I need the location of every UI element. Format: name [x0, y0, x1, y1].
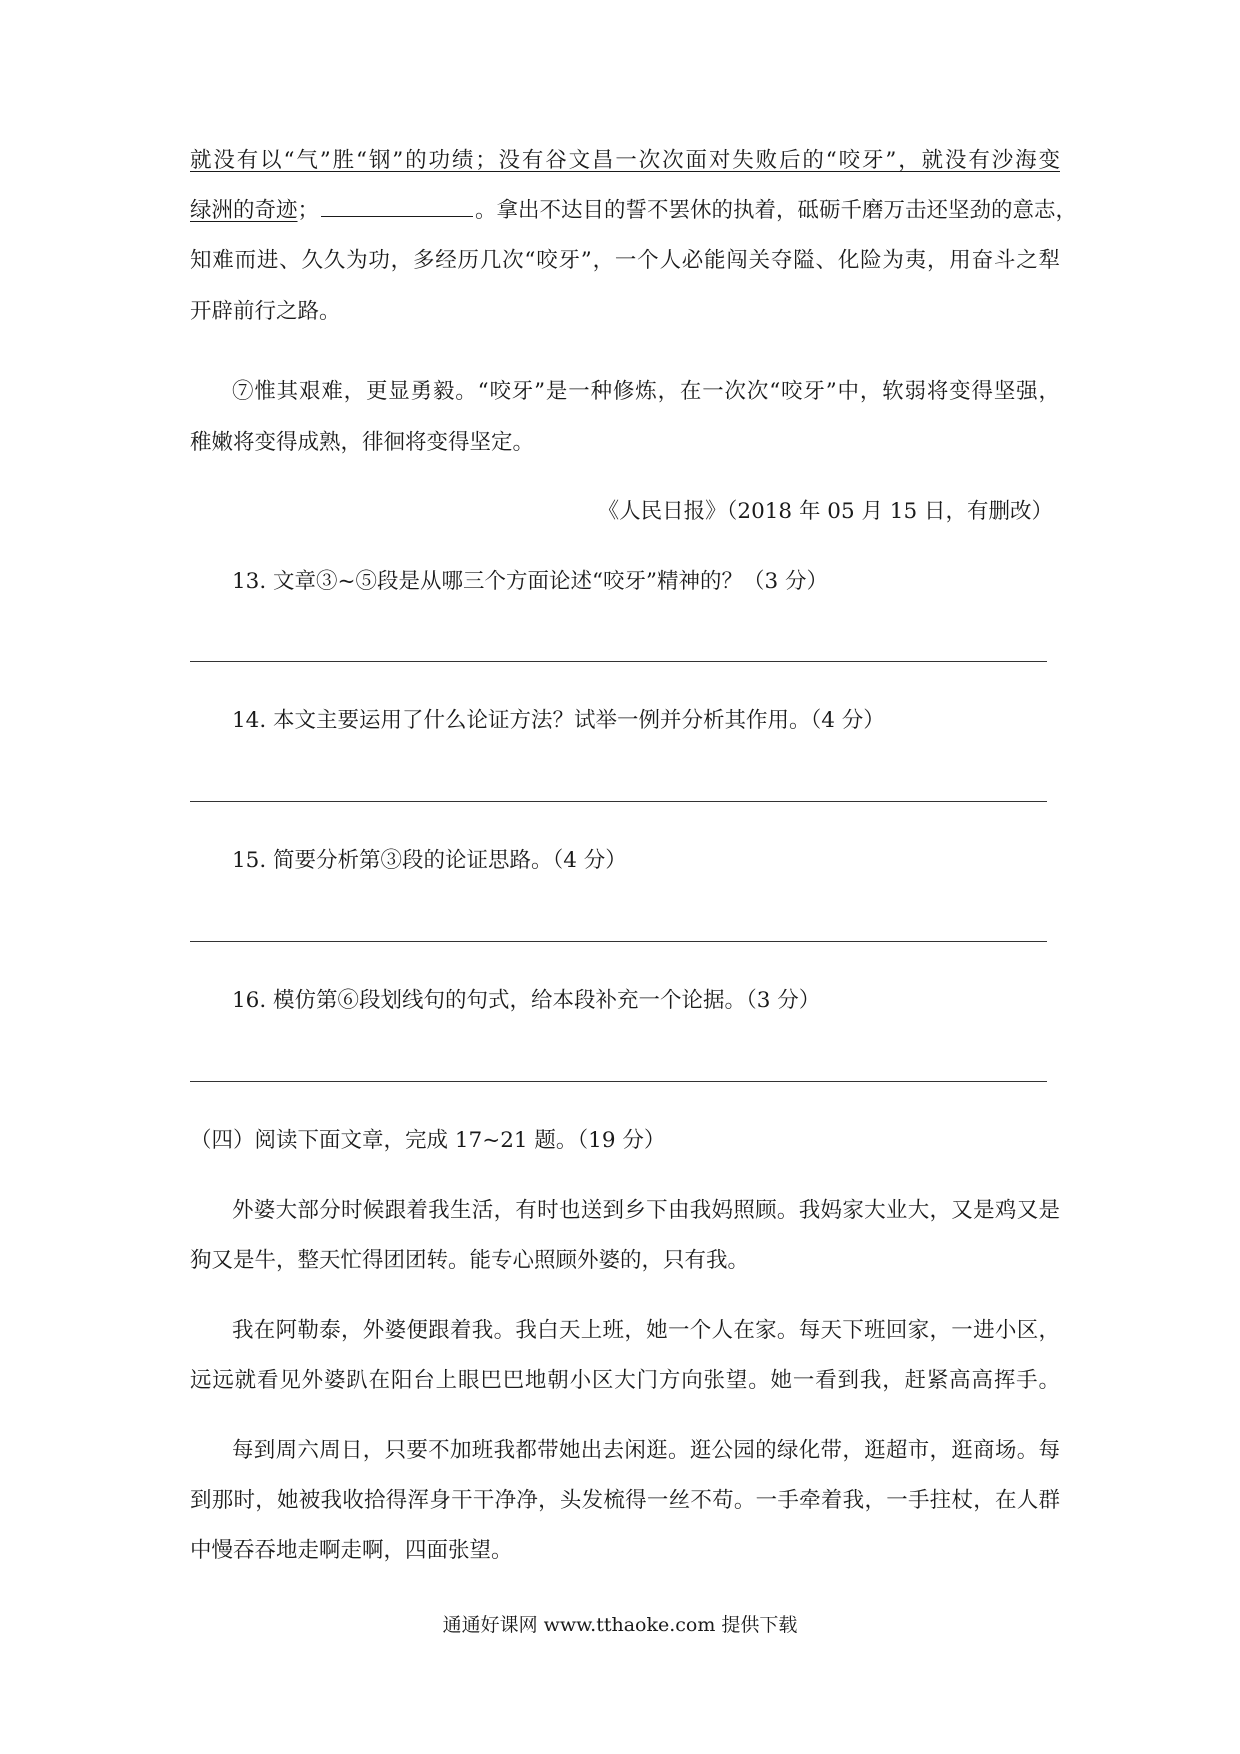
story-text: 我在阿勒泰，外婆便跟着我。我白天上班，她一个人在家。每天下班回家，一进小区， — [232, 1318, 1060, 1343]
article-source: 《人民日报》（2018 年 05 月 15 日，有删改） — [597, 499, 1053, 524]
story-text: 每到周六周日，只要不加班我都带她出去闲逛。逛公园的绿化带，逛超市，逛商场。每 — [232, 1438, 1060, 1463]
answer-line-16[interactable] — [190, 1081, 1047, 1082]
essay-line — [190, 246, 1060, 276]
answer-line-13[interactable] — [190, 661, 1047, 662]
essay-text: ⑦惟其艰难，更显勇毅。“咬牙”是一种修炼，在一次次“咬牙”中，软弱将变得坚强， — [232, 379, 1060, 404]
story-text: 远远就看见外婆趴在阳台上眼巴巴地朝小区大门方向张望。她一看到我，赶紧高高挥手。 — [190, 1368, 1060, 1393]
underlined-sentence: 就没有以“气”胜“钢”的功绩；没有谷文昌一次次面对失败后的“咬牙”，就没有沙海变 — [190, 148, 1060, 173]
essay-line — [232, 377, 1060, 407]
essay-text: 稚嫩将变得成熟，徘徊将变得坚定。 — [190, 430, 535, 455]
story-line — [190, 1486, 1060, 1516]
story-line — [190, 1366, 1060, 1396]
essay-text: 。拿出不达目的誓不罢休的执着，砥砺千磨万击还坚劲的意志， — [475, 198, 1078, 223]
essay-text: 开辟前行之路。 — [190, 299, 341, 324]
underlined-sentence-end: 绿洲的奇迹 — [190, 198, 298, 223]
section-heading: （四）阅读下面文章，完成 17~21 题。（19 分） — [190, 1128, 666, 1153]
fill-in-blank[interactable] — [321, 196, 473, 217]
story-line — [232, 1316, 1060, 1346]
question-14: 14. 本文主要运用了什么论证方法？试举一例并分析其作用。（4 分） — [232, 708, 885, 733]
question-15: 15. 简要分析第③段的论证思路。（4 分） — [232, 848, 627, 873]
story-line — [190, 1536, 1060, 1566]
story-text: 中慢吞吞地走啊走啊，四面张望。 — [190, 1538, 513, 1563]
essay-line — [190, 297, 1060, 327]
answer-line-14[interactable] — [190, 801, 1047, 802]
essay-line — [190, 196, 1078, 226]
story-text: 到那时，她被我收拾得浑身干干净净，头发梳得一丝不苟。一手牵着我，一手拄杖，在人群 — [190, 1488, 1060, 1513]
story-line — [232, 1436, 1060, 1466]
question-13: 13. 文章③~⑤段是从哪三个方面论述“咬牙”精神的？（3 分） — [232, 569, 829, 594]
story-line — [190, 1246, 1060, 1276]
answer-line-15[interactable] — [190, 941, 1047, 942]
essay-text: 知难而进、久久为功，多经历几次“咬牙”，一个人必能闯关夺隘、化险为夷，用奋斗之犁 — [190, 248, 1060, 273]
separator: ； — [297, 198, 320, 223]
question-16: 16. 模仿第⑥段划线句的句式，给本段补充一个论据。（3 分） — [232, 988, 821, 1013]
story-line — [232, 1196, 1060, 1226]
essay-line — [190, 428, 1060, 458]
story-text: 外婆大部分时候跟着我生活，有时也送到乡下由我妈照顾。我妈家大业大，又是鸡又是 — [232, 1198, 1060, 1223]
page-footer: 通通好课网 www.tthaoke.com 提供下载 — [442, 1614, 798, 1636]
story-text: 狗又是牛，整天忙得团团转。能专心照顾外婆的，只有我。 — [190, 1248, 750, 1273]
essay-line — [190, 146, 1060, 176]
